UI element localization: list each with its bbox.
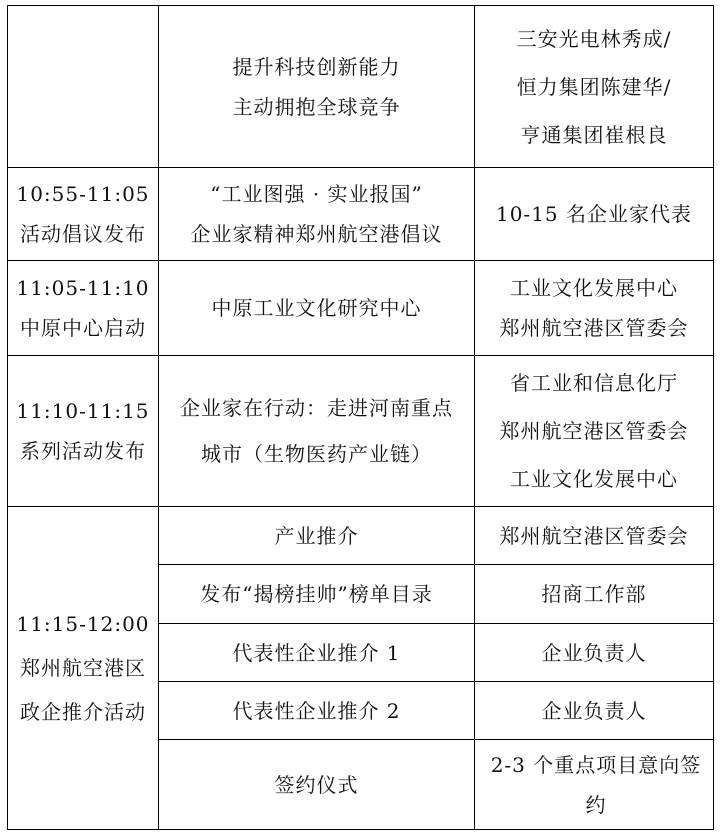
topic-text: 发布“揭榜挂帅”榜单目录 — [200, 582, 433, 606]
time-text: 11:10-11:15 — [16, 399, 150, 423]
speaker-cell — [475, 740, 714, 830]
topic-text: 提升科技创新能力 — [232, 54, 401, 79]
topic-text: 签约仪式 — [274, 772, 359, 797]
topic-cell — [159, 356, 475, 507]
speaker-text: 2-3 个重点项目意向签 — [490, 752, 702, 777]
speaker-text: 省工业和信息化厅 — [510, 371, 678, 395]
speaker-text: 郑州航空港区管委会 — [499, 523, 689, 548]
time-text: 11:05-11:10 — [16, 276, 150, 300]
topic-text: 企业家在行动：走进河南重点 — [180, 396, 453, 420]
topic-text: “工业图强 · 实业报国” — [210, 182, 423, 206]
time-text: 11:15-12:00 — [16, 612, 150, 636]
topic-cell — [159, 740, 475, 830]
time-cell — [8, 261, 159, 356]
topic-cell — [159, 624, 475, 682]
topic-text: 代表性企业推介 2 — [232, 698, 401, 723]
time-text: 10:55-11:05 — [16, 182, 150, 206]
session-name: 中原中心启动 — [20, 316, 146, 340]
speaker-text: 10-15 名企业家代表 — [495, 202, 692, 226]
speaker-cell — [475, 261, 714, 356]
speaker-cell — [475, 565, 714, 624]
session-name: 政企推介活动 — [20, 700, 146, 724]
topic-text: 代表性企业推介 1 — [232, 640, 401, 665]
speaker-text: 恒力集团陈建华/ — [516, 74, 672, 99]
speaker-cell — [475, 507, 714, 565]
speaker-text: 企业负责人 — [541, 640, 647, 665]
topic-text: 产业推介 — [274, 523, 359, 548]
table-row — [8, 356, 714, 507]
speaker-cell — [475, 682, 714, 740]
session-name: 郑州航空港区 — [20, 656, 146, 680]
speaker-text: 企业负责人 — [541, 698, 647, 723]
topic-text: 城市（生物医药产业链） — [201, 442, 432, 466]
topic-cell — [159, 6, 475, 168]
topic-cell — [159, 565, 475, 624]
time-cell — [8, 168, 159, 261]
time-cell — [8, 507, 159, 830]
table-row — [8, 261, 714, 356]
speaker-text: 郑州航空港区管委会 — [499, 419, 689, 443]
table-row — [8, 168, 714, 261]
speaker-cell — [475, 356, 714, 507]
topic-text: 主动拥抱全球竞争 — [232, 94, 401, 119]
topic-cell — [159, 682, 475, 740]
topic-cell — [159, 261, 475, 356]
speaker-text: 郑州航空港区管委会 — [499, 316, 689, 340]
topic-cell — [159, 507, 475, 565]
speaker-cell — [475, 168, 714, 261]
speaker-text: 亨通集团崔根良 — [520, 122, 668, 147]
speaker-text: 招商工作部 — [541, 582, 647, 606]
topic-text: 企业家精神郑州航空港倡议 — [190, 222, 443, 246]
time-cell — [8, 6, 159, 168]
speaker-text: 工业文化发展中心 — [510, 467, 678, 491]
topic-text: 中原工业文化研究中心 — [211, 296, 422, 320]
speaker-text: 三安光电林秀成/ — [516, 26, 672, 51]
table-row — [8, 507, 714, 565]
speaker-cell — [475, 624, 714, 682]
session-name: 系列活动发布 — [20, 439, 146, 463]
speaker-text: 约 — [585, 792, 607, 817]
agenda-table — [7, 5, 714, 830]
speaker-text: 工业文化发展中心 — [510, 276, 678, 300]
table-row — [8, 6, 714, 168]
session-name: 活动倡议发布 — [20, 222, 146, 246]
topic-cell — [159, 168, 475, 261]
speaker-cell — [475, 6, 714, 168]
time-cell — [8, 356, 159, 507]
